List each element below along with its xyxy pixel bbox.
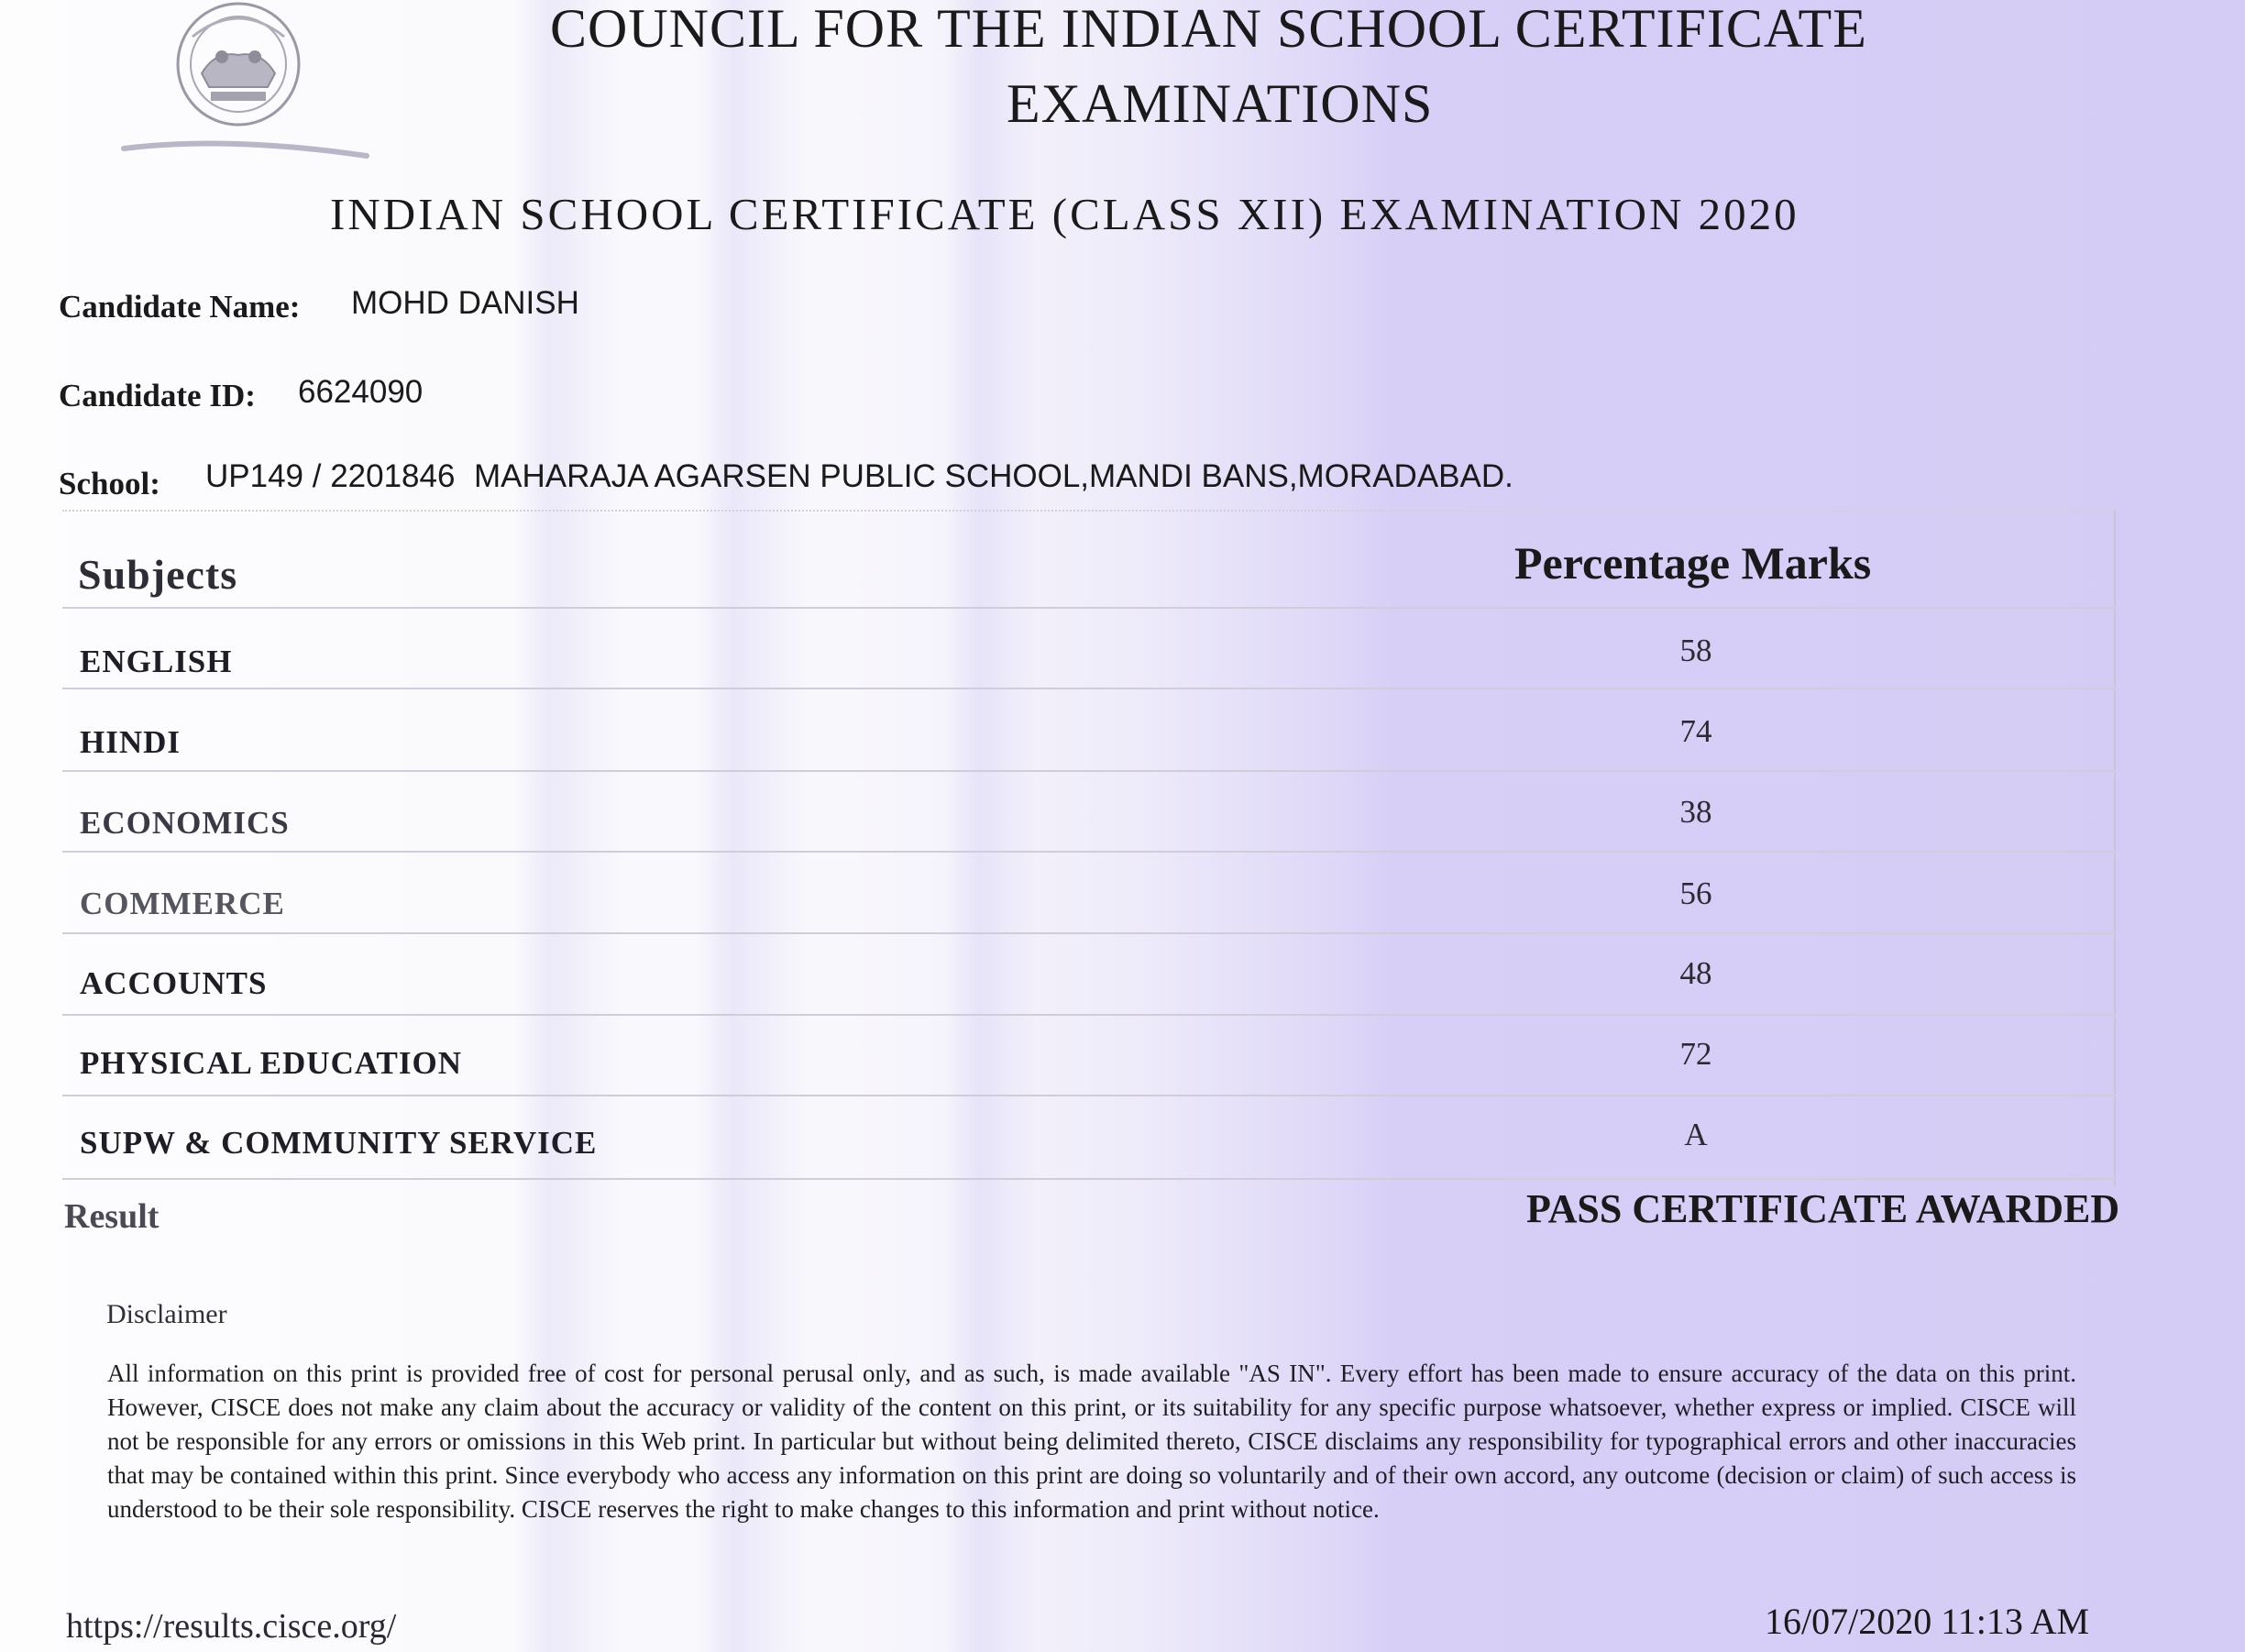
subjects-column-header: Subjects [78,551,238,598]
print-timestamp: 16/07/2020 11:13 AM [1765,1601,2090,1642]
subject-name: SUPW & COMMUNITY SERVICE [80,1125,598,1161]
percentage-marks-column-header: Percentage Marks [1514,537,1872,589]
marks-table [62,510,2116,1185]
school-label: School: [59,466,160,501]
table-divider [62,1178,2116,1180]
disclaimer-text: All information on this print is provided free of cost for personal perusal only, and as such, is made available "AS IN". Every effort has been made to ensure accuracy of the data on this print. However, CISCE does not make any claim about the accuracy or validity of the content on this print, or its suitability for any specific purpose whatsoever, whether express or implied. CISCE will not be responsible for any errors or omissions in this Web print. In particular but without being delimited thereto, CISCE disclaims any responsibility for typographical errors and other inaccuracies that may be contained within this print. Since everybody who access any information on this print are doing so voluntarily and of their own accord, any outcome (decision or claim) of such access is understood to be their sole responsibility. CISCE reserves the right to make changes to this information and print without notice. [107,1360,2076,1523]
seal-underline-flourish [119,128,376,174]
results-url: https://results.cisce.org/ [66,1607,397,1646]
school-name: MAHARAJA AGARSEN PUBLIC SCHOOL,MANDI BANS,MORADABAD. [474,458,1513,494]
table-divider [62,688,2116,689]
school-code: UP149 / 2201846 [205,458,456,494]
subject-mark: 38 [1679,794,1712,830]
table-divider [62,770,2116,772]
subject-mark: 58 [1679,633,1712,668]
table-divider [62,932,2116,934]
subject-name: ACCOUNTS [80,965,268,1001]
subject-name: ENGLISH [80,644,233,679]
candidate-id-label: Candidate ID: [59,378,256,413]
subject-name: HINDI [80,724,182,760]
table-divider [62,851,2116,853]
cisce-seal-icon [165,0,312,138]
subject-mark: 72 [1679,1036,1712,1072]
council-heading-line2: EXAMINATIONS [1007,73,1434,134]
table-divider [62,1014,2116,1016]
subject-name: ECONOMICS [80,805,290,841]
subject-mark: 56 [1679,876,1712,911]
subject-mark: 74 [1679,713,1712,749]
candidate-id-value: 6624090 [298,374,424,410]
council-heading-line1: COUNCIL FOR THE INDIAN SCHOOL CERTIFICATE [550,0,1867,59]
result-label: Result [64,1197,160,1236]
subject-name: PHYSICAL EDUCATION [80,1045,462,1081]
result-value: PASS CERTIFICATE AWARDED [1526,1186,2120,1231]
disclaimer-title: Disclaimer [106,1299,227,1329]
candidate-name-label: Candidate Name: [59,289,301,325]
exam-title: INDIAN SCHOOL CERTIFICATE (CLASS XII) EXAMINATION 2020 [330,189,1799,239]
subject-mark: 48 [1679,955,1712,991]
table-divider [62,1095,2116,1096]
table-divider [62,607,2116,609]
candidate-name-value: MOHD DANISH [351,285,579,321]
subject-mark: A [1684,1117,1708,1152]
subject-name: COMMERCE [80,886,285,921]
